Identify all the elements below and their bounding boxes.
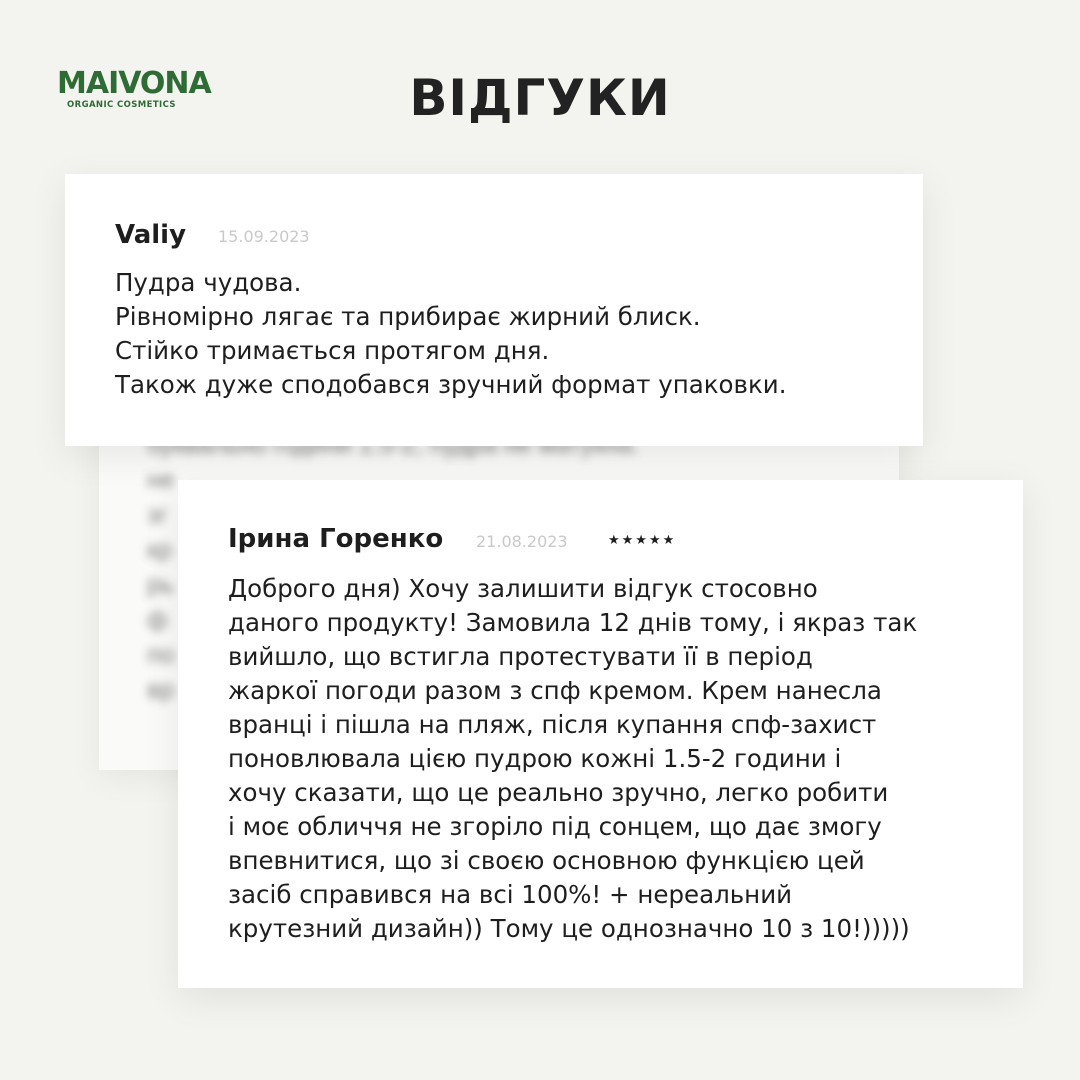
review-text: Пудра чудова. Рівномірно лягає та прибирає жирний блиск. Стійко тримається протягом дня. Також дуже сподобався зручний формат упаковки. [115, 268, 787, 399]
review-text: Доброго дня) Хочу залишити відгук стосовно даного продукту! Замовила 12 днів тому, і якраз так вийшло, що встигла протестувати її в період жаркої погоди разом з спф кремом. Крем нанесла вранці і пішла на пляж, після купання спф-захист поновлювала цією пудрою кожні 1.5-2 години і хочу сказати, що це реально зручно, легко робити і моє обличчя не згоріло під сонцем, що дає змогу впевнитися, що зі своєю основною функцією цей засіб справився на всі 100%! + нереальний крутезний дизайн)) Тому це однозначно 10 з 10!))))) [228, 574, 918, 943]
review-author: Ірина Горенко [228, 524, 444, 554]
review-author: Valiy [115, 220, 187, 250]
review-card [178, 480, 1023, 988]
brand-tagline: ORGANIC COSMETICS [67, 100, 176, 110]
rating-stars-icon: ★★★★★ [608, 532, 677, 547]
review-card [65, 174, 923, 446]
review-date: 21.08.2023 [476, 532, 568, 551]
brand-name: MAIVONA [57, 66, 211, 101]
review-date: 15.09.2023 [218, 227, 310, 246]
page-title: ВІДГУКИ [409, 69, 671, 127]
blurred-review-text: не зг кр рь ф по вр [147, 466, 175, 704]
